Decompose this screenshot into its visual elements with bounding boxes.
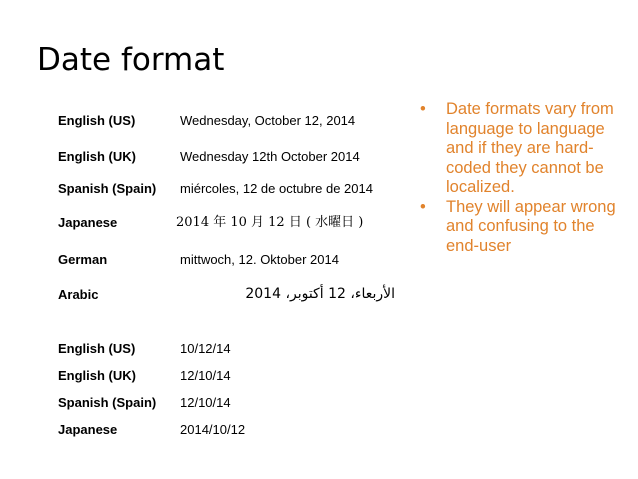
- format-language-label: Spanish (Spain): [58, 395, 157, 410]
- format-example-value: 2014 年 10 月 12 日 ( 水曜日 ): [176, 215, 364, 230]
- format-example-value: miércoles, 12 de octubre de 2014: [180, 181, 373, 196]
- format-language-label: English (US): [58, 341, 136, 356]
- format-language-label: English (UK): [58, 149, 136, 164]
- format-example-value: Wednesday 12th October 2014: [180, 149, 360, 164]
- format-example-value: 2014/10/12: [180, 422, 246, 437]
- bullet-text: Date formats vary from language to language and if they are hard-coded they cannot be localized.: [446, 100, 614, 196]
- bullet-list: [420, 100, 620, 256]
- bullet-icon: •: [420, 100, 426, 118]
- format-language-label: Spanish (Spain): [58, 181, 157, 196]
- bullet-item: [420, 100, 620, 198]
- format-example-value: 12/10/14: [180, 368, 231, 383]
- format-language-label: Japanese: [58, 422, 118, 437]
- format-language-label: English (UK): [58, 368, 136, 383]
- format-language-label: Japanese: [58, 215, 118, 230]
- slide-title: Date format: [37, 42, 225, 78]
- bullet-item: [420, 198, 620, 257]
- format-example-value: Wednesday, October 12, 2014: [180, 113, 356, 128]
- format-example-value-arabic: الأربعاء، 12 أكتوبر، 2014: [245, 286, 395, 302]
- format-example-value: 12/10/14: [180, 395, 231, 410]
- format-language-label: Arabic: [58, 287, 99, 302]
- bullet-icon: •: [420, 197, 426, 216]
- format-example-value: mittwoch, 12. Oktober 2014: [180, 252, 339, 267]
- format-example-value: 10/12/14: [180, 341, 231, 356]
- format-language-label: English (US): [58, 113, 136, 128]
- format-language-label: German: [58, 252, 108, 267]
- bullet-text: They will appear wrong and confusing to the end-user: [446, 197, 616, 255]
